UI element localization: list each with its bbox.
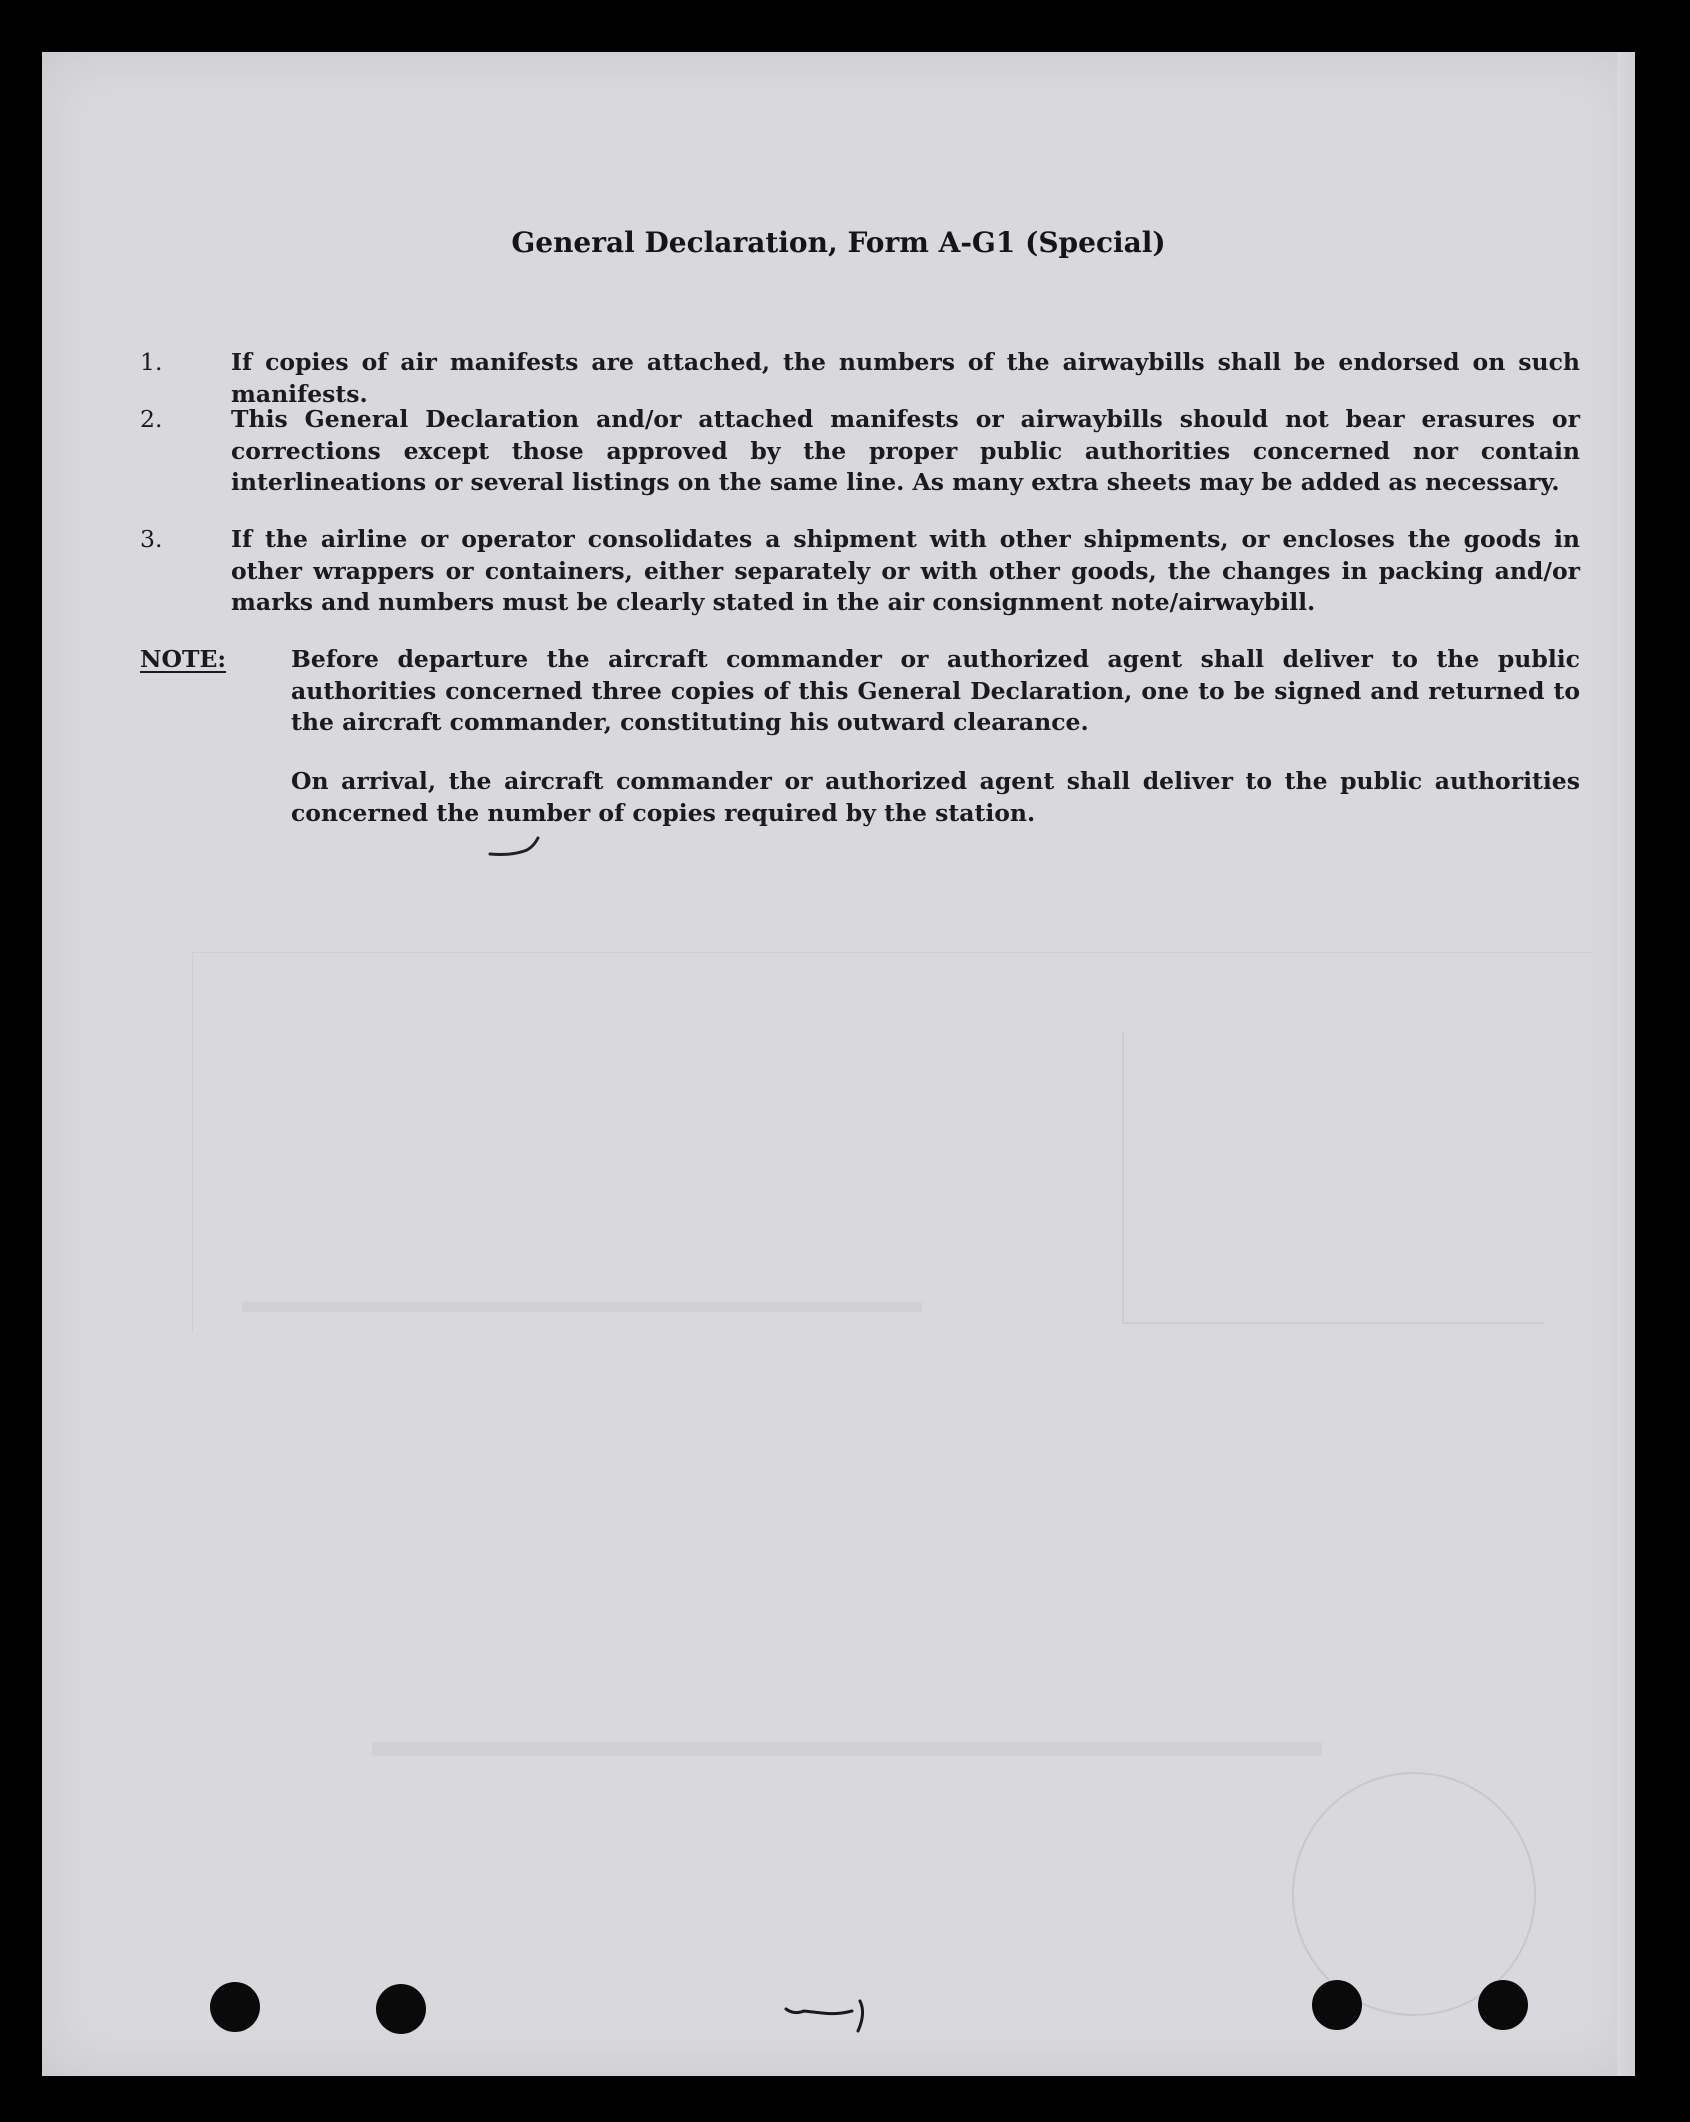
note-paragraph-1: Before departure the aircraft commander or authorized agent shall deliver to the public authorities concerned three copies of this General Declaration, one to be signed and returned to the aircraft commander, constituting his outward clearance. bbox=[291, 645, 1580, 736]
page-title: General Declaration, Form A-G1 (Special) bbox=[511, 226, 1166, 259]
document-page bbox=[42, 52, 1635, 2076]
punch-hole-right-2 bbox=[1478, 1980, 1528, 2030]
list-item-text: If the airline or operator consolidates a shipment with other shipments, or encloses the goods in other wrappers or containers, either separately or with other goods, the changes in packing and/or marks and numbers must be clearly stated in the air consignment note/airwaybill. bbox=[231, 525, 1580, 616]
punch-hole-left-2 bbox=[376, 1984, 426, 2034]
list-item-2 bbox=[140, 404, 1580, 499]
list-item-number: 3. bbox=[140, 525, 163, 553]
bleed-through-line-1 bbox=[372, 1742, 1322, 1756]
scribble-mark bbox=[782, 1997, 882, 2037]
bleed-through-line-2 bbox=[242, 1302, 922, 1312]
list-item-number: 1. bbox=[140, 348, 163, 376]
note-label: NOTE: bbox=[140, 645, 227, 673]
list-item-text: This General Declaration and/or attached manifests or airwaybills should not bear erasures or corrections except those approved by the proper public authorities concerned nor contain interlineations or several listings on the same line. As many extra sheets may be added as necessary. bbox=[231, 405, 1580, 496]
list-item-number: 2. bbox=[140, 405, 163, 433]
note-section bbox=[140, 644, 1580, 739]
list-item-3 bbox=[140, 524, 1580, 619]
page-edge-shadow bbox=[1617, 52, 1635, 2076]
bleed-through-block-2 bbox=[192, 952, 1593, 1333]
list-item-text: If copies of air manifests are attached, the numbers of the airwaybills shall be endorsed on such manifests. bbox=[231, 348, 1580, 408]
list-item-1 bbox=[140, 347, 1580, 410]
pen-tick-mark bbox=[482, 832, 562, 862]
punch-hole-right-1 bbox=[1312, 1980, 1362, 2030]
punch-hole-left-1 bbox=[210, 1982, 260, 2032]
note-section-2 bbox=[140, 766, 1580, 829]
note-paragraph-2: On arrival, the aircraft commander or authorized agent shall deliver to the public authorities concerned the number of copies required by the station. bbox=[291, 767, 1580, 827]
